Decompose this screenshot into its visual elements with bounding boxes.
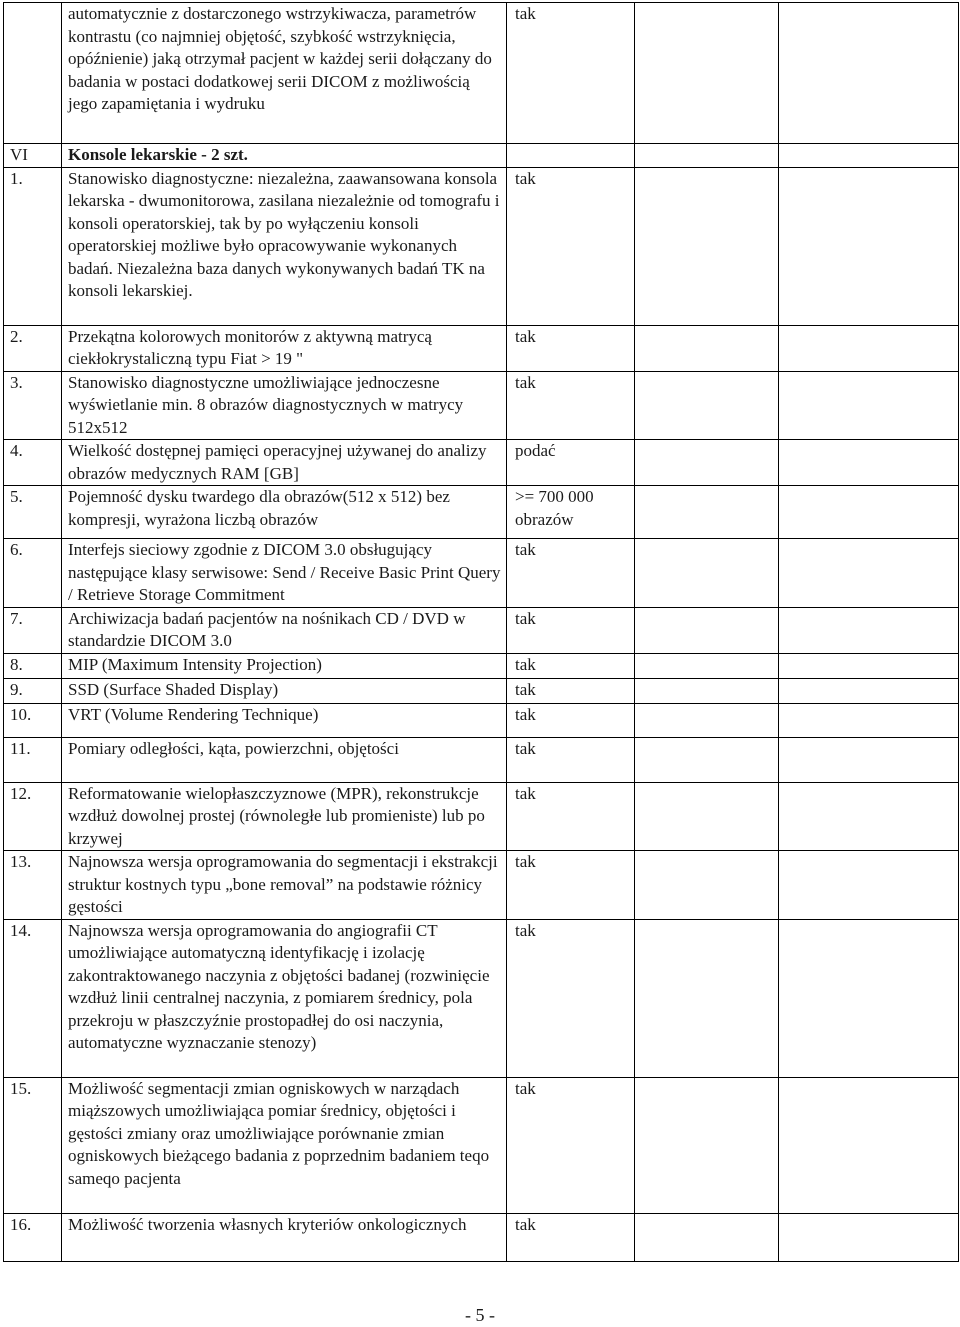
row-number: 10. <box>4 703 62 737</box>
table-row <box>4 1213 959 1261</box>
offered-value-cell <box>635 371 779 440</box>
required-value: tak <box>507 607 635 653</box>
offered-value-cell <box>635 737 779 782</box>
requirement-text: Przekątna kolorowych monitorów z aktywną matrycą ciekłokrystaliczną typu Fiat > 19 " <box>62 325 507 371</box>
requirement-text: MIP (Maximum Intensity Projection) <box>62 653 507 678</box>
table-row <box>4 607 959 653</box>
table-row <box>4 1077 959 1213</box>
table-row <box>4 486 959 539</box>
offered-value-cell <box>635 678 779 703</box>
table-row <box>4 919 959 1077</box>
offered-value-cell <box>635 325 779 371</box>
table-row <box>4 167 959 325</box>
required-value: tak <box>507 737 635 782</box>
remarks-cell <box>779 371 959 440</box>
remarks-cell <box>779 325 959 371</box>
page-number: - 5 - <box>465 1305 495 1325</box>
section-row <box>4 144 959 168</box>
offered-value-cell <box>635 440 779 486</box>
table-row <box>4 703 959 737</box>
offered-value-cell <box>635 1213 779 1261</box>
row-number: VI <box>4 144 62 168</box>
required-value: tak <box>507 325 635 371</box>
offered-value-cell <box>635 1077 779 1213</box>
table-row <box>4 737 959 782</box>
row-number: 12. <box>4 782 62 851</box>
required-value: tak <box>507 371 635 440</box>
table-row <box>4 678 959 703</box>
remarks-cell <box>779 678 959 703</box>
required-value: tak <box>507 782 635 851</box>
row-number: 9. <box>4 678 62 703</box>
row-number: 1. <box>4 167 62 325</box>
table-row <box>4 3 959 144</box>
table-row <box>4 782 959 851</box>
required-value: tak <box>507 1213 635 1261</box>
required-value: tak <box>507 851 635 920</box>
offered-value-cell <box>635 607 779 653</box>
offered-value-cell <box>635 144 779 168</box>
offered-value-cell <box>635 3 779 144</box>
required-value: tak <box>507 653 635 678</box>
table-row <box>4 325 959 371</box>
remarks-cell <box>779 737 959 782</box>
requirement-text: SSD (Surface Shaded Display) <box>62 678 507 703</box>
row-number: 11. <box>4 737 62 782</box>
offered-value-cell <box>635 486 779 539</box>
requirement-text: Możliwość tworzenia własnych kryteriów onkologicznych <box>62 1213 507 1261</box>
table-row <box>4 371 959 440</box>
offered-value-cell <box>635 653 779 678</box>
offered-value-cell <box>635 782 779 851</box>
remarks-cell <box>779 440 959 486</box>
row-number: 16. <box>4 1213 62 1261</box>
table-row <box>4 851 959 920</box>
table-row <box>4 440 959 486</box>
requirement-text: Stanowisko diagnostyczne: niezależna, zaawansowana konsola lekarska - dwumonitorowa, zasilana niezależnie od tomografu i konsoli operatorskiej, tak by po wyłączeniu konsoli operatorskiej możliwe było opracowywanie wykonanych badań. Niezależna baza danych wykonywanych badań TK na konsoli lekarskiej. <box>62 167 507 325</box>
remarks-cell <box>779 653 959 678</box>
remarks-cell <box>779 919 959 1077</box>
offered-value-cell <box>635 167 779 325</box>
requirement-text: VRT (Volume Rendering Technique) <box>62 703 507 737</box>
requirement-text: automatycznie z dostarczonego wstrzykiwacza, parametrów kontrastu (co najmniej objętość, szybkość wstrzyknięcia, opóźnienie) jaką otrzymał pacjent w każdej serii dołączany do badania w postaci dodatkowej serii DICOM z możliwością jego zapamiętania i wydruku <box>62 3 507 144</box>
row-number: 13. <box>4 851 62 920</box>
required-value: tak <box>507 3 635 144</box>
requirement-text: Najnowsza wersja oprogramowania do segmentacji i ekstrakcji struktur kostnych typu „bone removal” na podstawie różnicy gęstości <box>62 851 507 920</box>
remarks-cell <box>779 486 959 539</box>
remarks-cell <box>779 3 959 144</box>
row-number: 4. <box>4 440 62 486</box>
row-number: 2. <box>4 325 62 371</box>
remarks-cell <box>779 607 959 653</box>
row-number: 5. <box>4 486 62 539</box>
required-value: tak <box>507 919 635 1077</box>
row-number: 7. <box>4 607 62 653</box>
requirement-text: Interfejs sieciowy zgodnie z DICOM 3.0 obsługujący następujące klasy serwisowe: Send / Receive Basic Print Query / Retrieve Storage Commitment <box>62 539 507 608</box>
row-number: 3. <box>4 371 62 440</box>
requirement-text: Konsole lekarskie - 2 szt. <box>62 144 507 168</box>
requirement-text: Pomiary odległości, kąta, powierzchni, objętości <box>62 737 507 782</box>
remarks-cell <box>779 167 959 325</box>
remarks-cell <box>779 782 959 851</box>
row-number: 6. <box>4 539 62 608</box>
remarks-cell <box>779 703 959 737</box>
remarks-cell <box>779 1077 959 1213</box>
requirement-text: Pojemność dysku twardego dla obrazów(512 x 512) bez kompresji, wyrażona liczbą obrazów <box>62 486 507 539</box>
required-value: tak <box>507 678 635 703</box>
row-number: 14. <box>4 919 62 1077</box>
table-row <box>4 653 959 678</box>
remarks-cell <box>779 144 959 168</box>
requirement-text: Najnowsza wersja oprogramowania do angiografii CT umożliwiające automatyczną identyfikację i izolację zakontraktowanego naczynia z objętości badanej (rozwinięcie wzdłuż linii centralnej naczynia, z pomiarem średnicy, pola przekroju w płaszczyźnie prostopadłej do osi naczynia, automatyczne wyznaczanie stenozy) <box>62 919 507 1077</box>
required-value <box>507 144 635 168</box>
remarks-cell <box>779 851 959 920</box>
row-number: 8. <box>4 653 62 678</box>
requirement-text: Stanowisko diagnostyczne umożliwiające jednoczesne wyświetlanie min. 8 obrazów diagnostycznych w matrycy 512x512 <box>62 371 507 440</box>
offered-value-cell <box>635 919 779 1077</box>
requirement-text: Archiwizacja badań pacjentów na nośnikach CD / DVD w standardzie DICOM 3.0 <box>62 607 507 653</box>
offered-value-cell <box>635 703 779 737</box>
specification-table-body <box>4 3 959 1262</box>
required-value: podać <box>507 440 635 486</box>
offered-value-cell <box>635 539 779 608</box>
requirement-text: Reformatowanie wielopłaszczyznowe (MPR), rekonstrukcje wzdłuż dowolnej prostej (równoległe lub promieniste) lub po krzywej <box>62 782 507 851</box>
required-value: tak <box>507 1077 635 1213</box>
remarks-cell <box>779 539 959 608</box>
row-number: 15. <box>4 1077 62 1213</box>
required-value: tak <box>507 539 635 608</box>
remarks-cell <box>779 1213 959 1261</box>
offered-value-cell <box>635 851 779 920</box>
required-value: tak <box>507 167 635 325</box>
row-number <box>4 3 62 144</box>
requirement-text: Możliwość segmentacji zmian ogniskowych w narządach miąższowych umożliwiająca pomiar średnicy, objętości i gęstości zmiany oraz umożliwiające porównanie zmian ogniskowych bieżącego badania z poprzednim badaniem teqo sameqo pacjenta <box>62 1077 507 1213</box>
required-value: >= 700 000 obrazów <box>507 486 635 539</box>
requirement-text: Wielkość dostępnej pamięci operacyjnej używanej do analizy obrazów medycznych RAM [GB] <box>62 440 507 486</box>
table-row <box>4 539 959 608</box>
required-value: tak <box>507 703 635 737</box>
specification-table <box>3 2 959 1262</box>
